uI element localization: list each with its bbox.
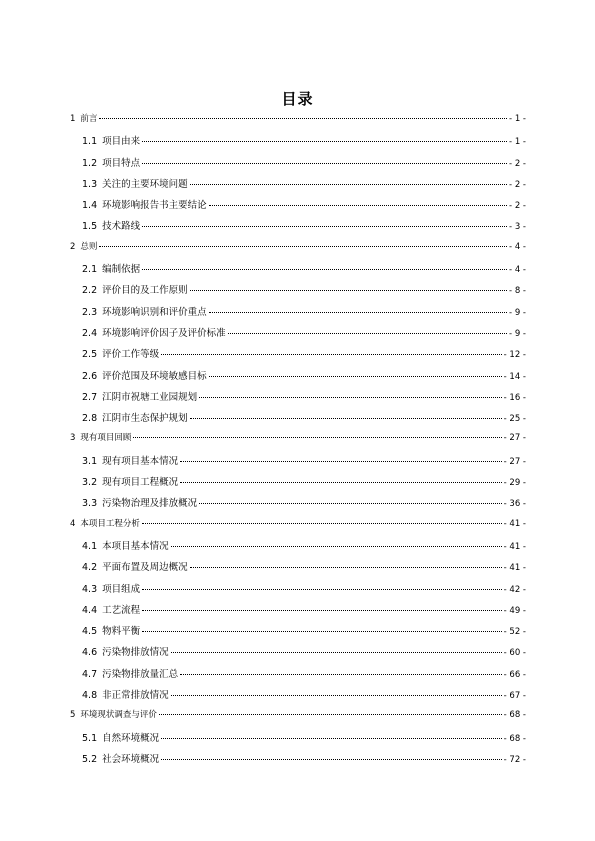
entry-title: 环境现状调查与评价 (80, 710, 157, 721)
dot-leader (209, 312, 507, 313)
toc-section-entry[interactable] (70, 602, 526, 623)
entry-page-number: - 16 - (503, 392, 526, 403)
entry-page-number: - 36 - (503, 499, 526, 510)
entry-page-number: - 41 - (503, 541, 526, 552)
toc-section-entry[interactable] (70, 559, 526, 580)
toc-section-entry[interactable] (70, 581, 526, 602)
dot-leader (209, 376, 502, 377)
entry-title: 污染物排放量汇总 (102, 668, 179, 680)
entry-number: 3.2 (82, 477, 98, 489)
entry-title: 平面布置及周边概况 (102, 562, 188, 574)
dot-leader (159, 714, 502, 715)
dot-leader (142, 141, 507, 142)
dot-leader (161, 354, 502, 355)
toc-section-entry[interactable] (70, 687, 526, 708)
dot-leader (180, 461, 502, 462)
entry-number: 1.3 (82, 178, 98, 190)
toc-section-entry[interactable] (70, 730, 526, 751)
entry-page-number: - 68 - (503, 710, 526, 721)
dot-leader (209, 205, 507, 206)
entry-page-number: - 27 - (503, 433, 526, 444)
dot-leader (171, 695, 502, 696)
dot-leader (199, 397, 502, 398)
entry-page-number: - 8 - (509, 286, 526, 297)
toc-section-entry[interactable] (70, 218, 526, 239)
entry-title: 现有项目回顾 (80, 433, 132, 444)
toc-section-entry[interactable] (70, 155, 526, 176)
entry-title: 本项目工程分析 (80, 518, 140, 529)
dot-leader (142, 269, 507, 270)
dot-leader (142, 610, 502, 611)
toc-section-entry[interactable] (70, 751, 526, 772)
entry-title: 评价范围及环境敏感目标 (102, 370, 207, 382)
entry-number: 2.1 (82, 264, 98, 276)
entry-page-number: - 1 - (509, 137, 526, 148)
entry-number: 1.1 (82, 136, 98, 148)
dot-leader (190, 184, 507, 185)
entry-page-number: - 4 - (509, 241, 526, 252)
entry-title: 社会环境概况 (102, 753, 160, 765)
toc-section-entry[interactable] (70, 368, 526, 389)
dot-leader (142, 631, 502, 632)
entry-number: 1.2 (82, 157, 98, 169)
entry-title: 环境影响评价因子及评价标准 (102, 327, 226, 339)
dot-leader (228, 333, 507, 334)
toc-chapter-entry[interactable] (70, 431, 526, 452)
dot-leader (190, 290, 507, 291)
dot-leader (190, 418, 502, 419)
dot-leader (199, 503, 502, 504)
entry-title: 项目特点 (102, 157, 141, 169)
toc-section-entry[interactable] (70, 410, 526, 431)
entry-page-number: - 9 - (509, 307, 526, 318)
entry-number: 5 (70, 710, 76, 721)
entry-title: 自然环境概况 (102, 732, 160, 744)
toc-chapter-entry[interactable] (70, 112, 526, 133)
entry-number: 1.4 (82, 200, 98, 212)
entry-number: 2.8 (82, 413, 98, 425)
entry-number: 4.5 (82, 626, 98, 638)
table-of-contents (70, 112, 526, 772)
toc-section-entry[interactable] (70, 282, 526, 303)
dot-leader (180, 482, 502, 483)
entry-title: 技术路线 (102, 221, 141, 233)
toc-section-entry[interactable] (70, 666, 526, 687)
dot-leader (142, 523, 502, 524)
dot-leader (171, 546, 502, 547)
entry-page-number: - 2 - (509, 179, 526, 190)
entry-number: 2.3 (82, 306, 98, 318)
entry-title: 环境影响识别和评价重点 (102, 306, 207, 318)
dot-leader (161, 738, 502, 739)
toc-title: 目录 (281, 90, 314, 108)
entry-page-number: - 67 - (503, 691, 526, 702)
toc-section-entry[interactable] (70, 538, 526, 559)
entry-number: 4.7 (82, 668, 98, 680)
entry-title: 项目由来 (102, 136, 141, 148)
entry-title: 现有项目工程概况 (102, 477, 179, 489)
entry-page-number: - 52 - (503, 627, 526, 638)
entry-title: 项目组成 (102, 583, 141, 595)
entry-number: 1.5 (82, 221, 98, 233)
entry-title: 关注的主要环境问题 (102, 178, 188, 190)
entry-number: 2.7 (82, 391, 98, 403)
entry-title: 本项目基本情况 (102, 540, 169, 552)
entry-page-number: - 29 - (503, 478, 526, 489)
entry-page-number: - 9 - (509, 328, 526, 339)
entry-number: 4.1 (82, 540, 98, 552)
entry-number: 3 (70, 433, 76, 444)
dot-leader (142, 589, 502, 590)
entry-page-number: - 41 - (503, 518, 526, 529)
entry-number: 2.6 (82, 370, 98, 382)
entry-title: 污染物治理及排放概况 (102, 498, 198, 510)
entry-title: 物料平衡 (102, 626, 141, 638)
toc-section-entry[interactable] (70, 623, 526, 644)
entry-title: 江阴市祝塘工业园规划 (102, 391, 198, 403)
entry-page-number: - 4 - (509, 265, 526, 276)
entry-title: 江阴市生态保护规划 (102, 413, 188, 425)
dot-leader (161, 759, 502, 760)
entry-number: 3.1 (82, 455, 98, 467)
toc-section-entry[interactable] (70, 133, 526, 154)
entry-title: 前言 (80, 114, 98, 124)
dot-leader (180, 674, 502, 675)
toc-section-entry[interactable] (70, 453, 526, 474)
entry-number: 4.2 (82, 562, 98, 574)
entry-title: 污染物排放情况 (102, 647, 169, 659)
toc-section-entry[interactable] (70, 304, 526, 325)
dot-leader (99, 246, 507, 247)
entry-page-number: - 49 - (503, 605, 526, 616)
toc-section-entry[interactable] (70, 644, 526, 665)
entry-number: 5.2 (82, 753, 98, 765)
entry-number: 3.3 (82, 498, 98, 510)
toc-section-entry[interactable] (70, 346, 526, 367)
entry-title: 非正常排放情况 (102, 690, 169, 702)
entry-number: 4.4 (82, 604, 98, 616)
toc-section-entry[interactable] (70, 325, 526, 346)
entry-number: 2.5 (82, 349, 98, 361)
entry-number: 4.8 (82, 690, 98, 702)
entry-title: 总则 (80, 241, 98, 252)
toc-chapter-entry[interactable] (70, 517, 526, 538)
entry-page-number: - 27 - (503, 456, 526, 467)
dot-leader (171, 652, 502, 653)
entry-page-number: - 68 - (503, 733, 526, 744)
toc-section-entry[interactable] (70, 197, 526, 218)
entry-title: 编制依据 (102, 264, 141, 276)
entry-number: 1 (70, 114, 76, 124)
entry-page-number: - 72 - (503, 754, 526, 765)
entry-number: 4.6 (82, 647, 98, 659)
entry-number: 4.3 (82, 583, 98, 595)
entry-page-number: - 60 - (503, 648, 526, 659)
toc-chapter-entry[interactable] (70, 240, 526, 261)
entry-number: 2.4 (82, 327, 98, 339)
entry-title: 现有项目基本情况 (102, 455, 179, 467)
entry-page-number: - 42 - (503, 584, 526, 595)
entry-number: 5.1 (82, 732, 98, 744)
entry-number: 2.2 (82, 285, 98, 297)
entry-page-number: - 25 - (503, 414, 526, 425)
dot-leader (190, 567, 502, 568)
entry-page-number: - 3 - (509, 222, 526, 233)
entry-page-number: - 2 - (509, 158, 526, 169)
entry-page-number: - 66 - (503, 669, 526, 680)
entry-title: 环境影响报告书主要结论 (102, 200, 207, 212)
toc-section-entry[interactable] (70, 474, 526, 495)
entry-page-number: - 14 - (503, 371, 526, 382)
toc-chapter-entry[interactable] (70, 708, 526, 729)
toc-section-entry[interactable] (70, 261, 526, 282)
dot-leader (142, 163, 507, 164)
entry-page-number: - 1 - (509, 114, 526, 124)
dot-leader (133, 437, 501, 438)
entry-number: 2 (70, 241, 76, 252)
entry-title: 工艺流程 (102, 604, 141, 616)
dot-leader (142, 226, 507, 227)
entry-title: 评价工作等级 (102, 349, 160, 361)
entry-page-number: - 2 - (509, 201, 526, 212)
toc-section-entry[interactable] (70, 495, 526, 516)
entry-number: 4 (70, 518, 76, 529)
dot-leader (99, 118, 507, 119)
entry-page-number: - 41 - (503, 563, 526, 574)
entry-title: 评价目的及工作原则 (102, 285, 188, 297)
toc-section-entry[interactable] (70, 389, 526, 410)
entry-page-number: - 12 - (503, 350, 526, 361)
toc-section-entry[interactable] (70, 176, 526, 197)
